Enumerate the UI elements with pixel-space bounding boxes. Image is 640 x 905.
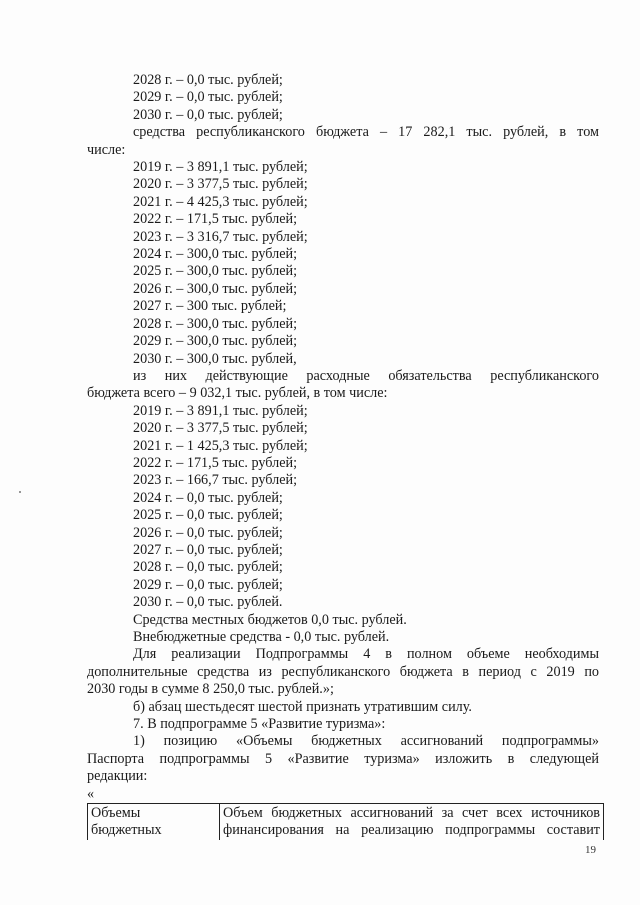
year-line: 2022 г. – 171,5 тыс. рублей; (133, 454, 298, 471)
year-line: 2022 г. – 171,5 тыс. рублей; (133, 211, 298, 228)
year-line: 2025 г. – 300,0 тыс. рублей; (133, 263, 298, 280)
year-line: 2027 г. – 300 тыс. рублей; (133, 298, 287, 315)
year-line: 2025 г. – 0,0 тыс. рублей; (133, 507, 283, 524)
obligations-continued: бюджета всего – 9 032,1 тыс. рублей, в том числе: (87, 385, 388, 402)
year-line: 2026 г. – 0,0 тыс. рублей; (133, 524, 283, 541)
item-7-1-continued: Паспорта подпрограммы 5 «Развитие туризма» изложить в следующей (87, 750, 599, 767)
item-7-heading: 7. В подпрограмме 5 «Развитие туризма»: (133, 716, 386, 733)
table-cell-label (88, 804, 220, 840)
page-number: 19 (585, 844, 596, 856)
item-7-1-line: 1) позицию «Объемы бюджетных ассигнований подпрограммы» (133, 733, 599, 750)
year-line: 2019 г. – 3 891,1 тыс. рублей; (133, 402, 308, 419)
obligations-line: из них действующие расходные обязательства республиканского (133, 367, 599, 384)
additional-funds-end: 2030 годы в сумме 8 250,0 тыс. рублей.»; (87, 681, 334, 698)
republican-budget-line: средства республиканского бюджета – 17 282,1 тыс. рублей, в том (133, 124, 599, 141)
year-line: 2030 г. – 0,0 тыс. рублей. (133, 594, 283, 611)
table-value-line: финансирования на реализацию подпрограммы составит (223, 822, 600, 839)
year-line: 2023 г. – 3 316,7 тыс. рублей; (133, 228, 308, 245)
scan-speck (19, 491, 21, 493)
table-row (88, 804, 604, 840)
table-value-line: Объем бюджетных ассигнований за счет всех источников (223, 805, 600, 822)
extra-budget-line: Внебюджетные средства - 0,0 тыс. рублей. (133, 629, 390, 645)
opening-quote: « (87, 785, 95, 802)
year-line: 2020 г. – 3 377,5 тыс. рублей; (133, 176, 308, 193)
year-line: 2028 г. – 0,0 тыс. рублей; (133, 559, 283, 576)
year-line: 2024 г. – 300,0 тыс. рублей; (133, 246, 298, 263)
year-line: 2028 г. – 300,0 тыс. рублей; (133, 315, 298, 332)
item-7-1-end: редакции: (87, 768, 148, 785)
year-line: 2029 г. – 0,0 тыс. рублей; (133, 576, 283, 593)
year-line: 2023 г. – 166,7 тыс. рублей; (133, 472, 298, 489)
year-line: 2030 г. – 0,0 тыс. рублей; (133, 106, 283, 123)
table-label-line: Объемы (91, 805, 141, 822)
year-line: 2030 г. – 300,0 тыс. рублей, (133, 350, 297, 367)
year-line: 2024 г. – 0,0 тыс. рублей; (133, 489, 283, 506)
year-line: 2026 г. – 300,0 тыс. рублей; (133, 280, 298, 297)
year-line: 2021 г. – 4 425,3 тыс. рублей; (133, 193, 308, 210)
year-line: 2021 г. – 1 425,3 тыс. рублей; (133, 437, 308, 454)
document-body (87, 72, 599, 840)
local-budget-line: Средства местных бюджетов 0,0 тыс. рублей. (133, 611, 407, 628)
year-line: 2029 г. – 300,0 тыс. рублей; (133, 333, 298, 350)
additional-funds-continued: дополнительные средства из республиканского бюджета в период с 2019 по (87, 663, 599, 680)
year-line: 2029 г. – 0,0 тыс. рублей; (133, 89, 283, 106)
year-line: 2019 г. – 3 891,1 тыс. рублей; (133, 159, 308, 176)
additional-funds-line: Для реализации Подпрограммы 4 в полном объеме необходимы (133, 646, 599, 663)
item-b-line: б) абзац шестьдесят шестой признать утратившим силу. (133, 698, 472, 715)
table-cell-value (220, 804, 604, 840)
budget-allocation-table (87, 803, 604, 840)
year-line: 2027 г. – 0,0 тыс. рублей; (133, 541, 283, 558)
table-label-line: бюджетных (91, 822, 162, 839)
republican-budget-continued: числе: (87, 141, 126, 158)
year-line: 2020 г. – 3 377,5 тыс. рублей; (133, 420, 308, 437)
year-line: 2028 г. – 0,0 тыс. рублей; (133, 72, 283, 88)
